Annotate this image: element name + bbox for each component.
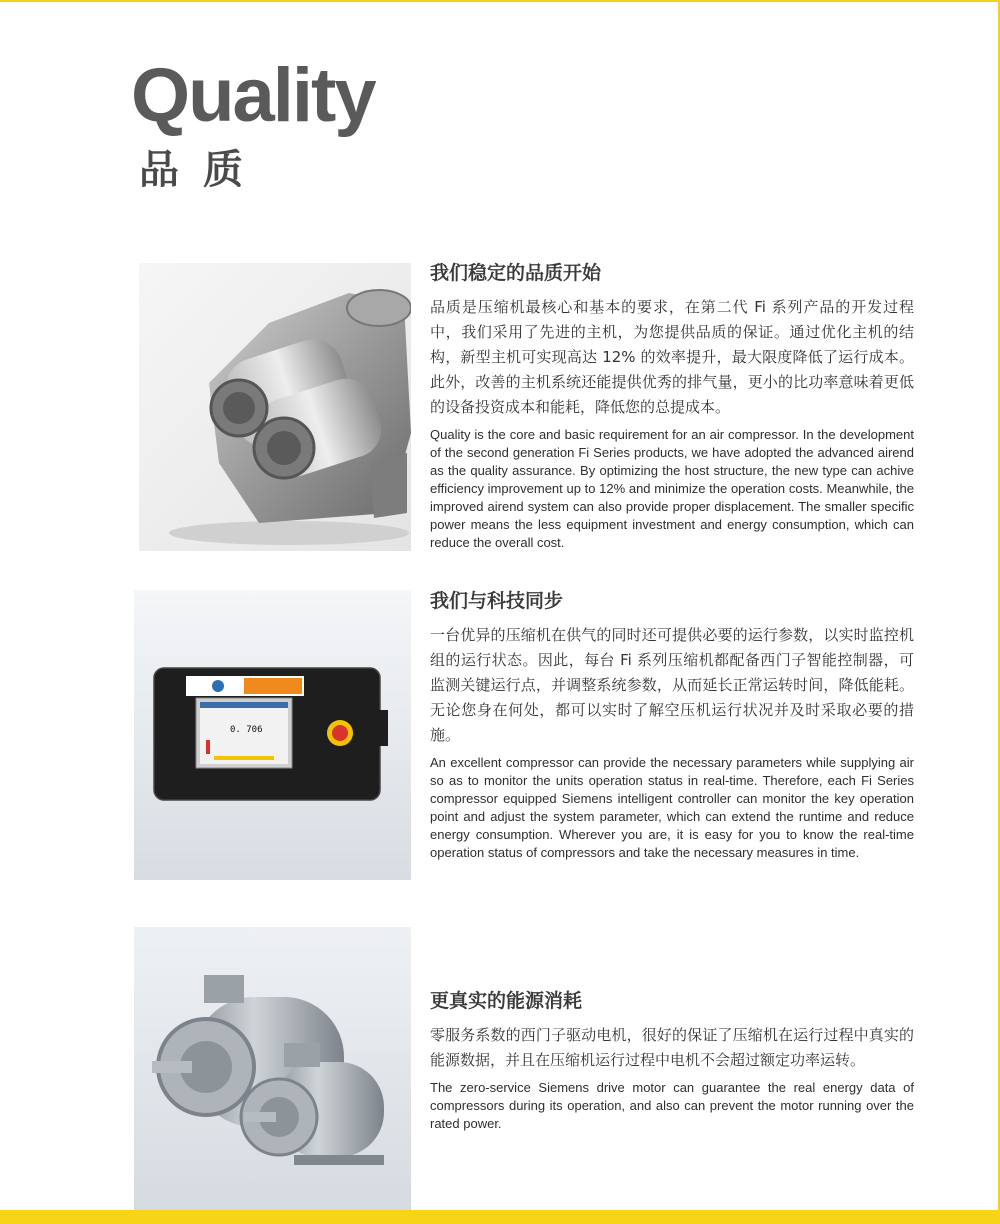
panel-readout: 0. 706 (230, 725, 263, 735)
section-body-cn: 品质是压缩机最核心和基本的要求，在第二代 Fi 系列产品的开发过程中，我们采用了先进的主机，为您提供品质的保证。通过优化主机的结构，新型主机可实现高达 12% 的效率提升，最大限度降低了运行成本。此外，改善的主机系统还能提供优秀的排气量，更小的比功率意味着更低的设备投资成本和能耗，降低您的总提成本。 (430, 297, 914, 416)
electric-motor-icon (134, 927, 411, 1211)
section-title: 更真实的能源消耗 (430, 990, 583, 1012)
controller-image (134, 590, 411, 880)
section-title: 我们与科技同步 (430, 590, 564, 612)
motor-image (134, 927, 411, 1211)
section-body-cn: 一台优异的压缩机在供气的同时还可提供必要的运行参数，以实时监控机组的运行状态。因此，每台 Fi 系列压缩机都配备西门子智能控制器，可监测关键运行点，并调整系统参数，从而延长正常运转时间，降低能耗。无论您身在何处，都可以实时了解空压机运行状况并及时采取必要的措施。 (430, 625, 914, 744)
section-energy (430, 990, 914, 1133)
airend-icon (139, 263, 411, 551)
top-accent-line (0, 0, 1000, 2)
section-body-en: The zero-service Siemens drive motor can guarantee the real energy data of compressors during its operation, and also can prevent the motor running over the rated power. (430, 1079, 914, 1131)
airend-image (139, 263, 411, 551)
page-subtitle: 品质 (139, 147, 267, 193)
bottom-accent-bar (0, 1210, 1000, 1224)
section-technology (430, 590, 914, 862)
section-body-en: Quality is the core and basic requirement for an air compressor. In the development of the second generation Fi Series products, we have adopted the advanced airend as the quality assurance. By optimizing the host structure, the new type can achive efficiency improvement up to 12% and minimize the operation costs. Meanwhile, the improved airend system can also provide proper displacement. The smaller specific power means the less equipment investment and energy consumption, which can reduce the overall cost. (430, 426, 914, 550)
section-body-cn: 零服务系数的西门子驱动电机，很好的保证了压缩机在运行过程中真实的能源数据，并且在压缩机运行过程中电机不会超过额定功率运转。 (430, 1025, 914, 1069)
section-quality (430, 262, 914, 552)
page-title: Quality (131, 53, 375, 138)
section-body-en: An excellent compressor can provide the necessary parameters while supplying air so as to monitor the units operation status in real-time. Therefore, each Fi Series compressor equipped Siemens intelligent controller can monitor the key operation point and adjust the system parameter, which can extend the runtime and reduce energy consumption. Wherever you are, it is easy for you to know the real-time operation status of compressors and take the necessary measures in time. (430, 754, 914, 860)
section-title: 我们稳定的品质开始 (430, 262, 602, 284)
controller-panel-icon (134, 590, 411, 880)
